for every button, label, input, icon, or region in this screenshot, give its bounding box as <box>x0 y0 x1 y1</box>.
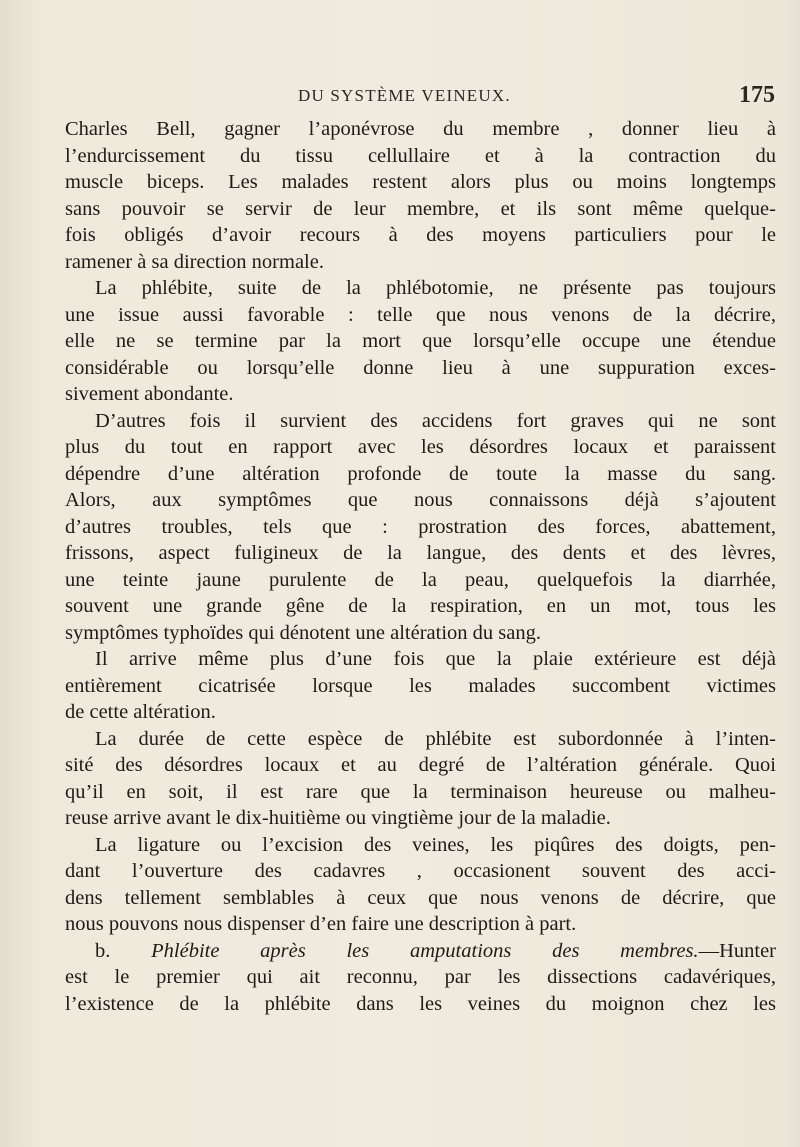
section-title: Phlébite après les amputations des membres. <box>151 939 699 962</box>
text-line: fois obligés d’avoir recours à des moyens particuliers pour le <box>65 224 776 246</box>
text-line: dens tellement semblables à ceux que nous venons de décrire, que <box>65 886 776 909</box>
text-line: sans pouvoir se servir de leur membre, et ils sont même quelque- <box>65 197 776 220</box>
text-line: Charles Bell, gagner l’aponévrose du membre , donner lieu à <box>65 118 776 140</box>
text-line: reuse arrive avant le dix-huitième ou vingtième jour de la maladie. <box>65 807 611 829</box>
page-number: 175 <box>739 82 775 108</box>
text-line: elle ne se termine par la mort que lorsqu’elle occupe une étendue <box>65 330 776 352</box>
text-line: l’existence de la phlébite dans les veines du moignon chez les <box>65 992 776 1015</box>
text-line: d’autres troubles, tels que : prostration des forces, abattement, <box>65 515 776 538</box>
section-text: —Hunter <box>698 939 776 962</box>
section-heading-line <box>65 938 776 965</box>
text-line: Alors, aux symptômes que nous connaissons déjà s’ajoutent <box>65 489 776 511</box>
text-line: souvent une grande gêne de la respiration, en un mot, tous les <box>65 595 776 617</box>
text-line: une teinte jaune purulente de la peau, quelquefois la diarrhée, <box>65 568 776 591</box>
running-header <box>0 80 800 110</box>
text-line: entièrement cicatrisée lorsque les malades succombent victimes <box>65 674 776 697</box>
text-line: est le premier qui ait reconnu, par les dissections cadavériques, <box>65 966 776 988</box>
text-line: de cette altération. <box>65 701 216 723</box>
section-letter: b. <box>95 939 152 962</box>
text-line: muscle biceps. Les malades restent alors plus ou moins longtemps <box>65 171 776 193</box>
text-line: ramener à sa direction normale. <box>65 250 324 273</box>
text-line: l’endurcissement du tissu cellullaire et à la contraction du <box>65 144 776 167</box>
paragraph-start-line: La durée de cette espèce de phlébite est subordonnée à l’inten- <box>95 727 776 750</box>
text-line: nous pouvons nous dispenser d’en faire une description à part. <box>65 913 577 935</box>
paragraph-start-line: La ligature ou l’excision des veines, les piqûres des doigts, pen- <box>95 833 776 856</box>
paragraph-start-line: D’autres fois il survient des accidens fort graves qui ne sont <box>95 409 776 432</box>
paragraph-start-line: Il arrive même plus d’une fois que la plaie extérieure est déjà <box>95 648 776 670</box>
text-line: dant l’ouverture des cadavres , occasionent souvent des acci- <box>65 860 776 882</box>
text-line: symptômes typhoïdes qui dénotent une altération du sang. <box>65 621 541 644</box>
text-line: qu’il en soit, il est rare que la terminaison heureuse ou malheu- <box>65 780 776 803</box>
paragraph-start-line: La phlébite, suite de la phlébotomie, ne présente pas toujours <box>95 277 776 299</box>
text-line: frissons, aspect fuligineux de la langue, des dents et des lèvres, <box>65 542 776 564</box>
text-line: plus du tout en rapport avec les désordres locaux et paraissent <box>65 436 776 458</box>
running-title: DU SYSTÈME VEINEUX. <box>298 86 511 105</box>
text-line: une issue aussi favorable : telle que nous venons de la décrire, <box>65 303 776 326</box>
body-text <box>65 116 776 1017</box>
text-line: dépendre d’une altération profonde de toute la masse du sang. <box>65 462 776 485</box>
text-line: sité des désordres locaux et au degré de l’altération générale. Quoi <box>65 754 776 776</box>
text-line: considérable ou lorsqu’elle donne lieu à une suppuration exces- <box>65 356 776 379</box>
text-line: sivement abondante. <box>65 383 234 405</box>
